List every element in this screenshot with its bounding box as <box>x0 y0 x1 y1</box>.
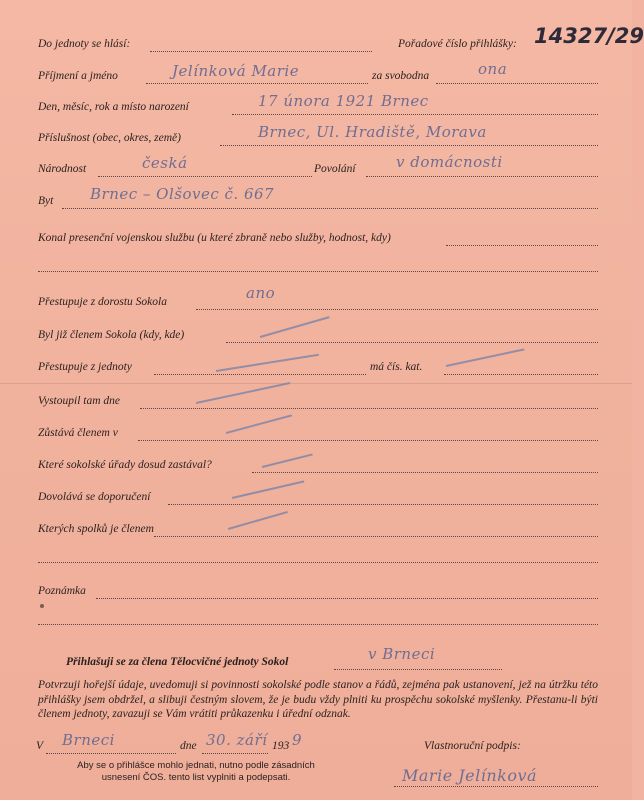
spolku-line <box>154 536 598 537</box>
podpis-signature: Marie Jelínková <box>402 766 538 785</box>
v-value: Brneci <box>62 731 115 749</box>
blank-stroke <box>446 348 525 366</box>
dorost-line <box>196 309 598 310</box>
sokol-value: v Brneci <box>368 645 436 663</box>
narodnost-label: Národnost <box>38 163 87 175</box>
vystoupil-label: Vystoupil tam dne <box>38 395 120 407</box>
prislusnost-label: Příslušnost (obec, okres, země) <box>38 132 181 144</box>
podpis-line <box>394 786 598 787</box>
blank-stroke <box>262 453 313 467</box>
zustava-line <box>138 440 598 441</box>
vojenska-line <box>446 245 598 246</box>
poznamka-label: Poznámka <box>38 585 86 597</box>
dne-label: dne <box>180 740 197 752</box>
poradove-value: 14327/29 <box>534 24 644 48</box>
ma-cis-line <box>444 374 598 375</box>
zustava-label: Zůstává členem v <box>38 427 118 439</box>
prislusnost-value: Brnec, Ul. Hradiště, Morava <box>258 123 487 141</box>
clenem-label: Byl již členem Sokola (kdy, kde) <box>38 329 185 341</box>
clenem-line <box>226 342 598 343</box>
narozeni-line <box>232 114 598 115</box>
fold-line <box>0 383 632 384</box>
narodnost-value: česká <box>142 154 188 172</box>
blank-stroke <box>228 511 288 530</box>
blank-stroke <box>216 354 319 372</box>
prihlasuji-label: Přihlašuji se za člena Tělocvičné jednoty Sokol <box>66 656 289 668</box>
sokol-line <box>334 669 502 670</box>
vystoupil-line <box>140 408 598 409</box>
poradove-label: Pořadové číslo přihlášky: <box>398 38 517 50</box>
v-label: V <box>36 740 44 752</box>
prestupuje-label: Přestupuje z jednoty <box>38 361 132 373</box>
rok-value: 9 <box>292 731 303 749</box>
narozeni-label: Den, měsíc, rok a místo narození <box>38 101 189 113</box>
svobodna-value: ona <box>478 60 508 78</box>
punch-hole <box>40 604 44 608</box>
povolani-label: Povolání <box>314 163 356 175</box>
doporuceni-line <box>168 504 598 505</box>
urady-label: Které sokolské úřady dosud zastával? <box>38 459 212 471</box>
byt-line <box>62 208 598 209</box>
prijmeni-line <box>146 83 368 84</box>
vojenska-label: Konal presenční vojenskou službu (u které zbraně nebo služby, hodnost, kdy) <box>38 232 391 244</box>
footer-note: Aby se o přihlášce mohlo jednati, nutno podle zásadních usnesení ČOS. tento list vyplniti a podepsati. <box>77 760 315 783</box>
urady-line <box>252 472 598 473</box>
jednota-label: Do jednoty se hlásí: <box>38 38 131 50</box>
dorost-label: Přestupuje z dorostu Sokola <box>38 296 167 308</box>
prislusnost-line <box>220 145 598 146</box>
spolku-line-2 <box>38 562 598 563</box>
blank-stroke <box>196 382 290 404</box>
v-line <box>46 753 176 754</box>
prijmeni-value: Jelínková Marie <box>172 62 300 80</box>
doporuceni-label: Dovolává se doporučení <box>38 491 151 503</box>
byt-value: Brnec – Olšovec č. 667 <box>90 185 275 203</box>
svobodna-line <box>436 83 598 84</box>
svobodna-label: za svobodna <box>372 70 430 82</box>
poznamka-line-2 <box>38 624 598 625</box>
spolku-label: Kterých spolků je členem <box>38 523 154 535</box>
narodnost-line <box>98 176 312 177</box>
narozeni-value: 17 února 1921 Brnec <box>258 92 429 110</box>
byt-label: Byt <box>38 195 54 207</box>
blank-stroke <box>260 316 330 337</box>
dorost-value: ano <box>246 284 276 302</box>
ma-cis-label: má čís. kat. <box>370 361 423 373</box>
blank-stroke <box>226 414 292 433</box>
poznamka-line <box>96 598 598 599</box>
dne-line <box>202 753 268 754</box>
jednota-line <box>150 51 372 52</box>
podpis-label: Vlastnoruční podpis: <box>424 740 521 752</box>
rok-prefix: 193 <box>272 740 290 752</box>
declaration-text: Potvrzuji hořejší údaje, uvedomuji si povinnosti sokolské podle stanov a řádů, zejména pak ustanovení, jež na útržku této přihlášky jsem obdržel, a slibuji čestným slovem, že je budu vždy plniti ku prospěchu sokolské myšlenky. Přestanu-li býti členem jednoty, zavazuji se Vám vrátiti průkazenku i úřední odznak. <box>38 679 598 720</box>
povolani-line <box>366 176 598 177</box>
povolani-value: v domácnosti <box>396 153 503 171</box>
vojenska-line-2 <box>38 271 598 272</box>
blank-stroke <box>232 480 304 498</box>
dne-value: 30. září <box>206 731 268 749</box>
prijmeni-label: Příjmení a jméno <box>38 70 118 82</box>
prestupuje-line <box>154 374 366 375</box>
